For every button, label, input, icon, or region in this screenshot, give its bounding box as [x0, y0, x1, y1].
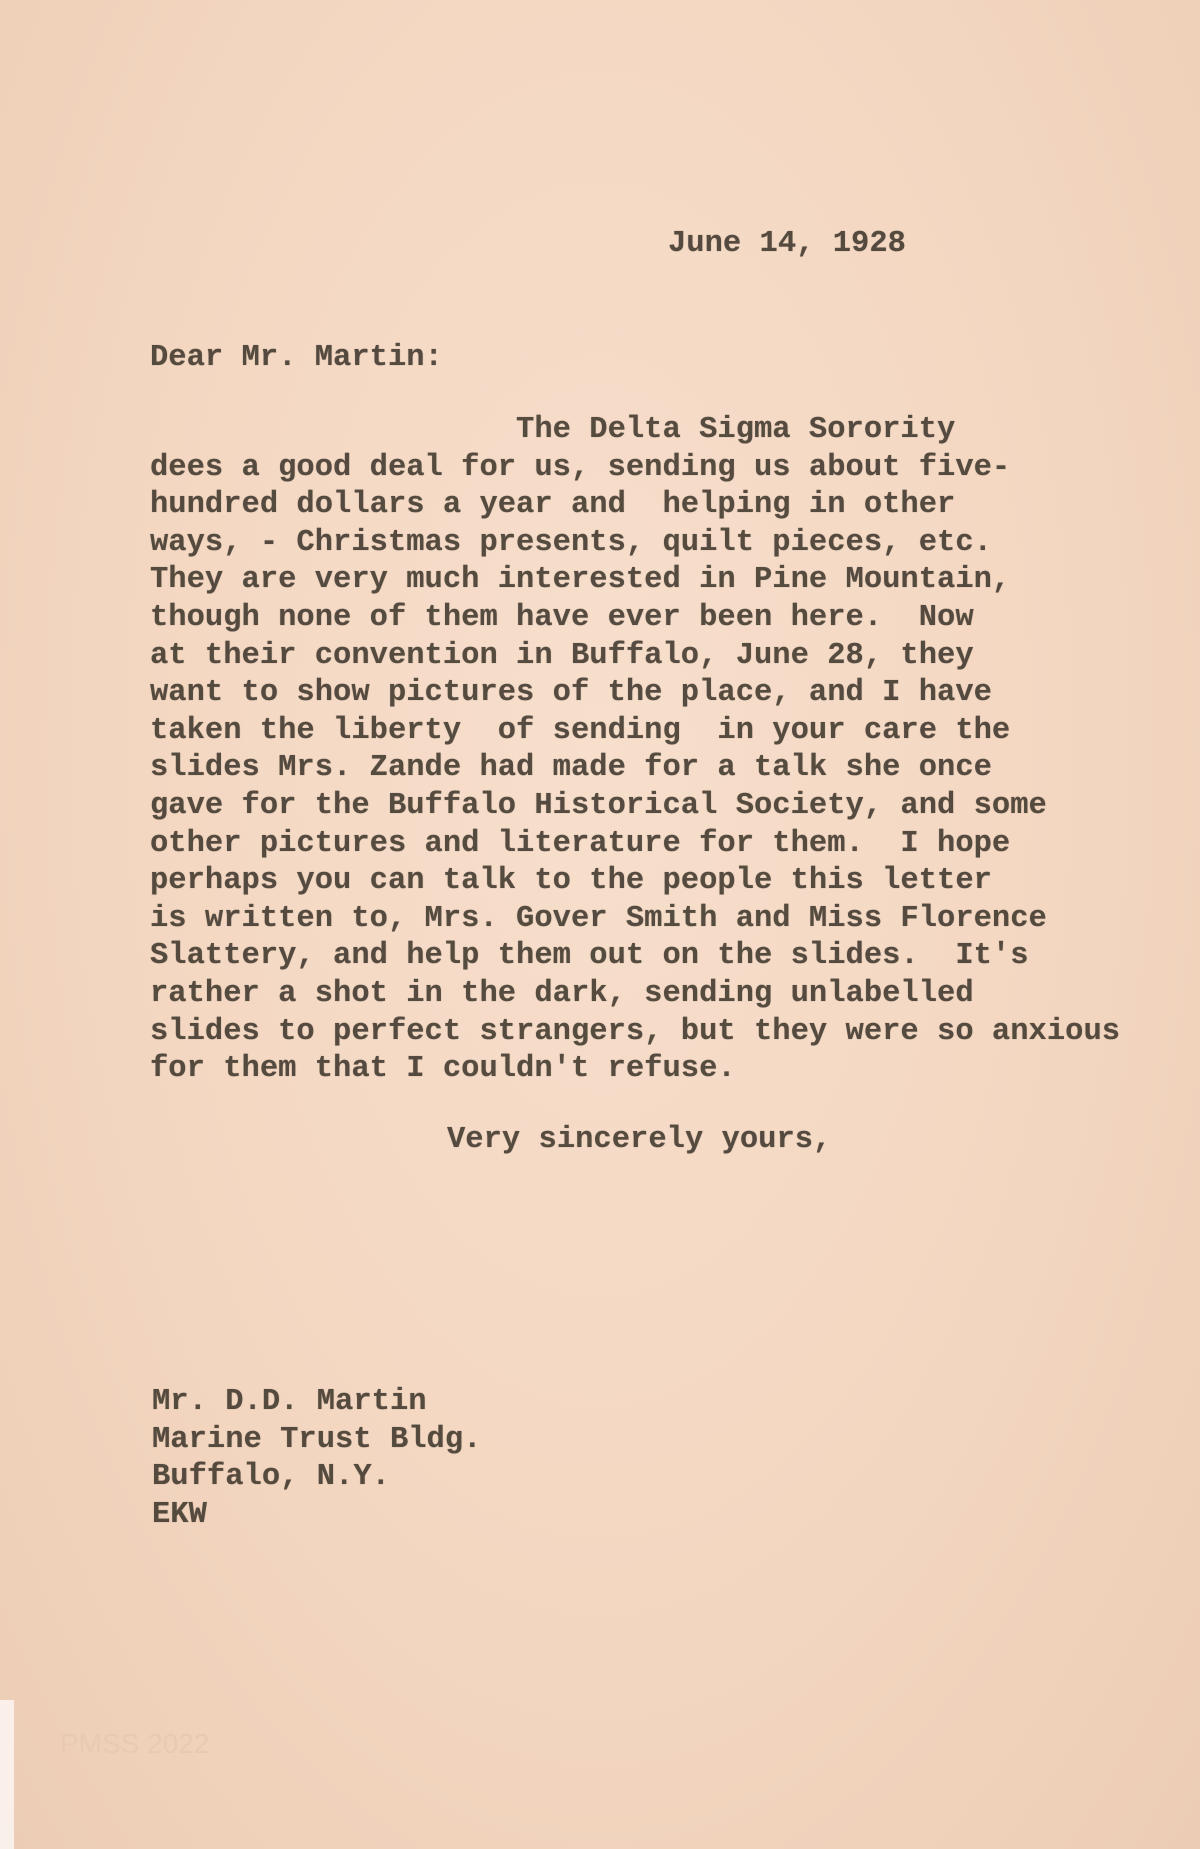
body-line: want to show pictures of the place, and I have [150, 676, 992, 711]
body-line: slides Mrs. Zande had made for a talk she once [150, 751, 992, 786]
paper-edge [0, 1700, 14, 1849]
body-line: rather a shot in the dark, sending unlabelled [150, 976, 974, 1011]
address-line: Buffalo, N.Y. [152, 1460, 390, 1495]
body-line: dees a good deal for us, sending us about five- [150, 450, 1011, 485]
body-line: taken the liberty of sending in your care the [150, 713, 1011, 748]
letter-body [150, 412, 1120, 1089]
body-line: They are very much interested in Pine Mountain, [150, 563, 1011, 598]
letter-date: June 14, 1928 [668, 227, 906, 261]
body-line: though none of them have ever been here. Now [150, 600, 974, 635]
body-line: Slattery, and help them out on the slides. It's [150, 939, 1029, 974]
body-line: other pictures and literature for them. I hope [150, 826, 1011, 861]
salutation: Dear Mr. Martin: [150, 341, 443, 375]
watermark: PMSS 2022 [60, 1728, 210, 1759]
body-line: at their convention in Buffalo, June 28, they [150, 638, 974, 673]
closing: Very sincerely yours, [447, 1123, 832, 1157]
body-line: slides to perfect strangers, but they were so anxious [150, 1014, 1121, 1049]
address-line: Mr. D.D. Martin [152, 1385, 427, 1419]
body-line: for them that I couldn't refuse. [150, 1052, 736, 1087]
body-line: ways, - Christmas presents, quilt pieces, etc. [150, 525, 992, 560]
typist-initials: EKW [152, 1497, 207, 1532]
address-line: Marine Trust Bldg. [152, 1422, 482, 1457]
body-line: The Delta Sigma Sorority [150, 413, 956, 447]
body-line: perhaps you can talk to the people this letter [150, 864, 992, 899]
body-line: hundred dollars a year and helping in other [150, 488, 956, 523]
body-line: is written to, Mrs. Gover Smith and Miss Florence [150, 901, 1047, 936]
body-line: gave for the Buffalo Historical Society, and some [150, 788, 1047, 823]
recipient-address [152, 1384, 481, 1534]
